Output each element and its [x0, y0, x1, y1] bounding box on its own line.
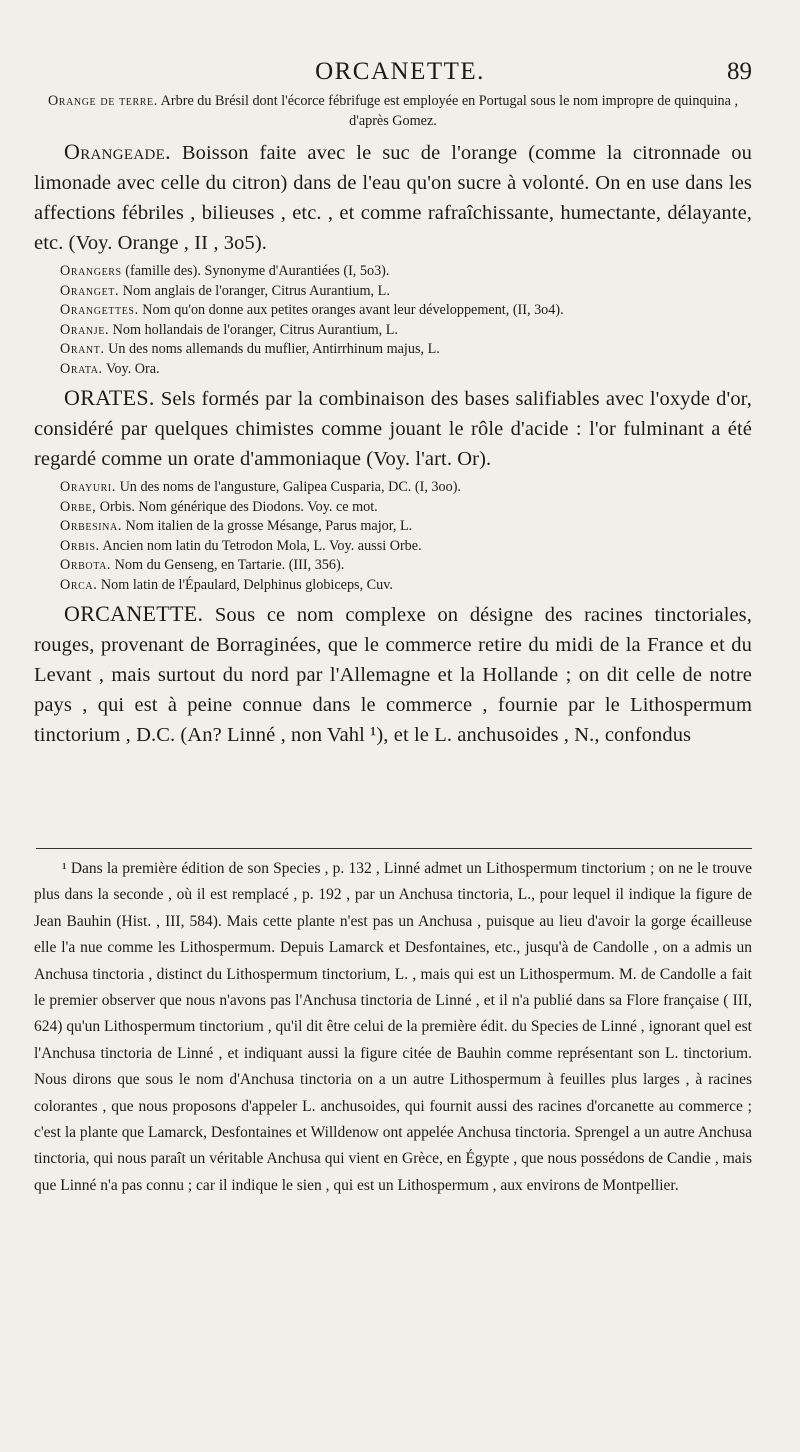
entry-headword: Orange de terre.: [47, 93, 158, 109]
entry-headword: Orbe,: [60, 498, 97, 515]
entry-headword: Orangers: [60, 263, 122, 279]
entry-text: (famille des). Synonyme d'Aurantiées (I, 5o3).: [121, 263, 390, 279]
entry-headword: Orayuri.: [60, 479, 117, 495]
page-title: ORCANETTE.: [315, 58, 485, 85]
entry-text: Nom anglais de l'oranger, Citrus Aurantium, L.: [119, 282, 390, 299]
entry-orbis: [34, 537, 752, 557]
footnote: [34, 856, 752, 1199]
entry-orates: [34, 383, 752, 474]
entry-oranget: [34, 282, 752, 302]
entry-headword: Orbesina.: [60, 518, 122, 534]
entry-headword: Orata.: [60, 360, 103, 377]
entry-orbe: [34, 498, 752, 518]
entry-orangettes: [34, 301, 752, 321]
entry-text: Un des noms allemands du muflier, Antirrhinum majus, L.: [104, 341, 440, 357]
entry-text: Boisson faite avec le suc de l'orange (comme la citronnade ou limonade avec celle du citron) dans de l'eau qu'on sucre à volonté. On en use dans les affections fébriles , bilieuses , etc. , et comme rafraîchissante, humectante, délayante, etc. (Voy. Orange , II , 3o5).: [34, 142, 752, 254]
entry-headword: Oranget.: [60, 282, 120, 299]
entry-orayuri: [34, 478, 752, 498]
entry-text: Arbre du Brésil dont l'écorce fébrifuge est employée en Portugal sous le nom impropre de quinquina , d'après Gomez.: [157, 93, 739, 129]
entry-orbota: [34, 556, 752, 576]
entry-orata: [34, 360, 752, 380]
entry-text: Ancien nom latin du Tetrodon Mola, L. Voy. aussi Orbe.: [99, 537, 422, 554]
entry-text: Nom latin de l'Épaulard, Delphinus globiceps, Cuv.: [97, 576, 393, 593]
entry-orcanette: [34, 599, 752, 750]
entry-text: Voy. Ora.: [102, 360, 160, 377]
footnote-divider: [36, 848, 752, 849]
entry-text: Nom qu'on donne aux petites oranges avant leur développement, (II, 3o4).: [138, 302, 564, 318]
entry-headword: ORCANETTE.: [64, 601, 204, 626]
entry-orangeade: [34, 137, 752, 258]
dictionary-entries: [34, 92, 752, 750]
page-number: 89: [727, 58, 752, 85]
entry-orbesina: [34, 517, 752, 537]
entry-text: Orbis. Nom générique des Diodons. Voy. ce mot.: [96, 498, 378, 515]
entry-headword: Orca.: [60, 576, 98, 593]
entry-text: Nom italien de la grosse Mésange, Parus major, L.: [121, 518, 413, 534]
footnote-paragraph: [34, 856, 752, 1199]
entry-oranje: [34, 321, 752, 341]
entry-text: Un des noms de l'angusture, Galipea Cusparia, DC. (I, 3oo).: [116, 479, 461, 495]
entry-headword: Orbota.: [60, 557, 112, 573]
entry-headword: ORATES.: [64, 385, 155, 410]
entry-headword: Orangeade.: [64, 139, 171, 164]
entry-text: Nom du Genseng, en Tartarie. (III, 356).: [111, 557, 345, 573]
entry-text: Sels formés par la combinaison des bases salifiables avec l'oxyde d'or, considéré par quelques chimistes comme jouant le rôle d'acide : l'or fulminant a été regardé comme un orate d'ammoniaque (Voy. l'art. Or).: [34, 388, 752, 470]
entry-orangers: [34, 262, 752, 282]
entry-headword: Orbis.: [60, 537, 100, 554]
entry-orca: [34, 576, 752, 596]
running-head: [0, 58, 800, 92]
entry-headword: Orant.: [60, 341, 105, 357]
entry-orange-de-terre: [34, 92, 752, 131]
entry-orant: [34, 340, 752, 360]
footnote-marker: ¹: [62, 860, 67, 877]
footnote-text: Dans la première édition de son Species , p. 132 , Linné admet un Lithospermum tinctorium ; on ne le trouve plus dans la seconde , où il est remplacé , p. 192 , par un Anchusa tinctoria, L., pour lequel il indique la figure de Jean Bauhin (Hist. , III, 584). Mais cette plante n'est pas un Anchusa , puisque au lieu d'avoir la gorge écailleuse elle l'a nue comme les Lithospermum. Depuis Lamarck et Desfontaines, etc., jusqu'à de Candolle , on a admis un Anchusa tinctoria , distinct du Lithospermum tinctorium, L. , mais qui est un Lithospermum. M. de Candolle a fait le premier observer que nous n'avons pas l'Anchusa tinctoria de Linné , et il n'a publié dans sa Flore française ( III, 624) qu'un Lithospermum tinctorium , qu'il dit être celui de la première édit. du Species de Linné , ignorant quel est l'Anchusa tinctoria de Linné , et indiquant aussi la figure citée de Bauhin comme représentant son L. tinctorium. Nous dirons que sous le nom d'Anchusa tinctoria on a un autre Lithospermum à feuilles plus larges , à racines colorantes , que nous proposons d'appeler L. anchusoides, qui fournit aussi des racines d'orcanette au commerce ; c'est la plante que Lamarck, Desfontaines et Willdenow ont appelée Anchusa tinctoria. Sprengel a un autre Anchusa tinctoria, qui nous paraît un véritable Anchusa qui vient en Grèce, en Égypte , que nous possédons de Candie , mais que Linné n'a pas connu ; car il indique le sien , qui est un Lithospermum , aux environs de Montpellier.: [34, 860, 752, 1194]
entry-text: Nom hollandais de l'oranger, Citrus Aurantium, L.: [109, 321, 398, 338]
entry-headword: Orangettes.: [60, 302, 139, 318]
entry-text: Sous ce nom complexe on désigne des racines tinctoriales, rouges, provenant de Borraginées, que le commerce retire du midi de la France et du Levant , mais surtout du nord par l'Allemagne et la Hollande ; on dit celle de notre pays , qui est à peine connue dans le commerce , fournie par le Lithospermum tinctorium , D.C. (An? Linné , non Vahl ¹), et le L. anchusoides , N., confondus: [34, 604, 752, 746]
entry-headword: Oranje.: [60, 321, 110, 338]
